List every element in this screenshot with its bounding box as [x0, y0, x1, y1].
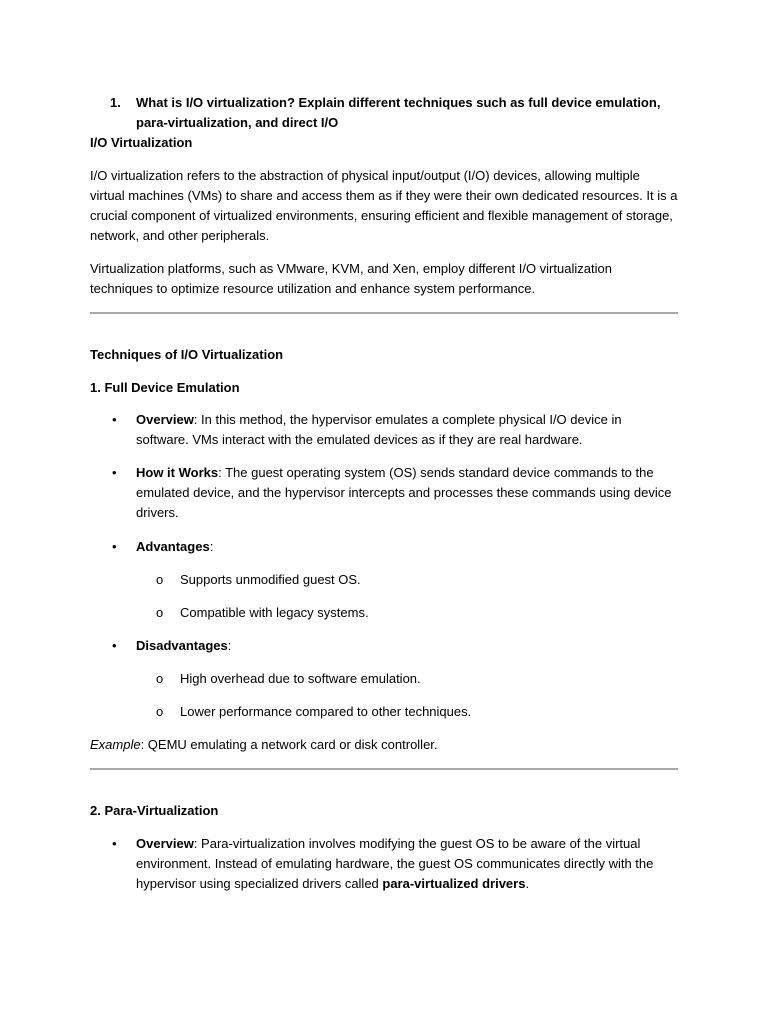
para-virtualization-heading: 2. Para-Virtualization [90, 803, 219, 818]
horizontal-rule [90, 768, 678, 770]
overview-label: Overview [136, 412, 194, 427]
io-paragraph-1: I/O virtualization refers to the abstraction of physical input/output (I/O) devices, allowing multiple virtual machines (VMs) to share and access them as if they were their own dedicated resources. It is a crucial component of virtualized environments, ensuring efficient and flexible management of storage, network, and other peripherals. [90, 168, 678, 243]
list-item-how-it-works [112, 463, 672, 523]
section-heading-io-virtualization: I/O Virtualization [90, 135, 193, 150]
disadvantage-item: High overhead due to software emulation. [180, 671, 421, 686]
para-overview-text: : Para-virtualization involves modifying the guest OS to be aware of the virtual environment. Instead of emulating hardware, the guest OS communicates directly with the hypervisor using specialized drivers called [136, 836, 654, 891]
advantages-colon: : [209, 539, 214, 554]
example-label: Example [90, 737, 141, 752]
circle-bullet-icon: o [156, 704, 164, 719]
list-item-advantages [112, 537, 672, 557]
para-overview-label: Overview [136, 836, 194, 851]
list-item-para-overview [112, 834, 672, 894]
full-emulation-heading: 1. Full Device Emulation [90, 380, 240, 395]
overview-text: : In this method, the hypervisor emulates a complete physical I/O device in software. VMs interact with the emulated devices as if they are real hardware. [136, 412, 622, 447]
example-text: : QEMU emulating a network card or disk controller. [140, 737, 438, 752]
bullet-icon: • [112, 465, 117, 480]
bullet-icon: • [112, 412, 117, 427]
list-item-disadvantages [112, 636, 672, 656]
circle-bullet-icon: o [156, 605, 164, 620]
question-number: 1. [110, 95, 121, 110]
bullet-icon: • [112, 836, 117, 851]
disadvantage-item: Lower performance compared to other techniques. [180, 704, 472, 719]
how-text: : The guest operating system (OS) sends standard device commands to the emulated device, and the hypervisor intercepts and processes these commands using device drivers. [136, 465, 672, 520]
horizontal-rule [90, 312, 678, 314]
disadvantages-colon: : [227, 638, 232, 653]
circle-bullet-icon: o [156, 671, 164, 686]
para-overview-end: . [525, 876, 530, 891]
how-label: How it Works [136, 465, 219, 480]
advantage-item: Supports unmodified guest OS. [180, 572, 361, 587]
list-item-overview [112, 410, 672, 450]
advantage-item: Compatible with legacy systems. [180, 605, 369, 620]
example-line [90, 735, 678, 755]
bullet-icon: • [112, 539, 117, 554]
io-paragraph-2: Virtualization platforms, such as VMware, KVM, and Xen, employ different I/O virtualization techniques to optimize resource utilization and enhance system performance. [90, 261, 612, 296]
question-heading [110, 93, 680, 133]
sub-list-item [156, 570, 656, 590]
techniques-heading: Techniques of I/O Virtualization [90, 347, 284, 362]
para-virtualized-drivers-term: para-virtualized drivers [382, 876, 526, 891]
disadvantages-label: Disadvantages [136, 638, 228, 653]
sub-list-item [156, 702, 656, 722]
sub-list-item [156, 669, 656, 689]
sub-list-item [156, 603, 656, 623]
advantages-label: Advantages [136, 539, 210, 554]
bullet-icon: • [112, 638, 117, 653]
question-text: What is I/O virtualization? Explain different techniques such as full device emulation, para-virtualization, and direct I/O [136, 95, 661, 130]
circle-bullet-icon: o [156, 572, 164, 587]
